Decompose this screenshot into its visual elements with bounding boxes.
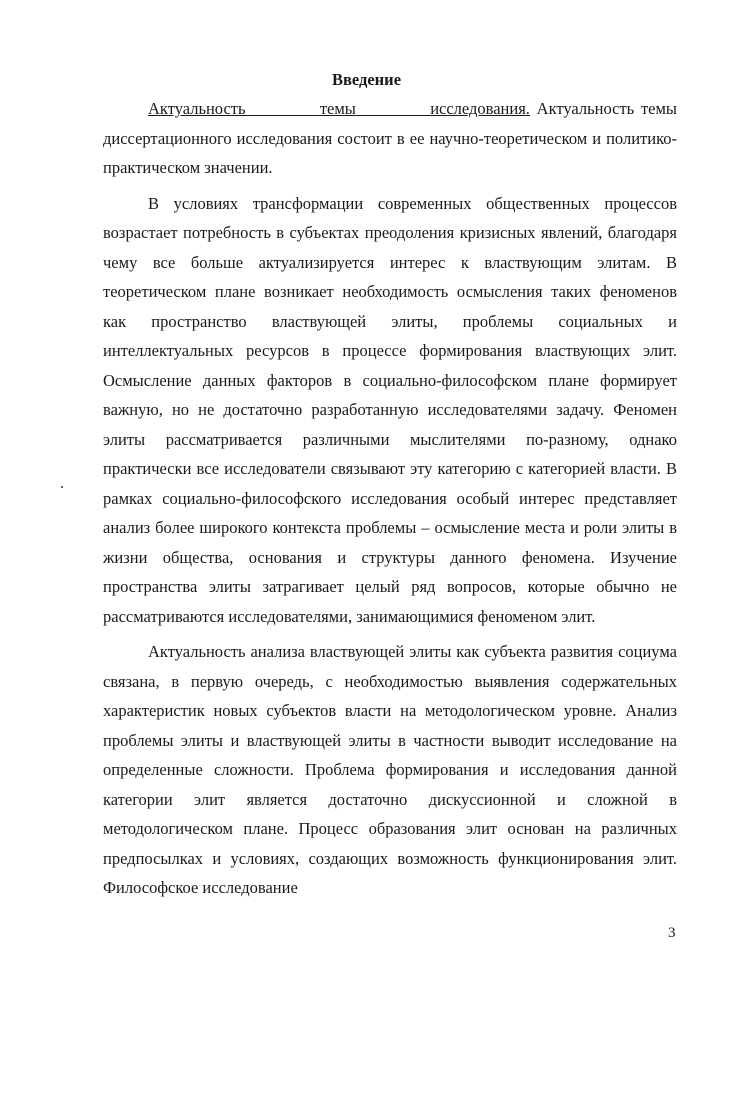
paragraph-text: Актуальность темы диссертационного исследования состоит в ее научно-теоретическом и политико-практическом значении.	[103, 99, 678, 177]
scan-speck	[61, 486, 63, 488]
underlined-gap	[356, 99, 430, 118]
paragraph-analysis: Актуальность анализа властвующей элиты как субъекта развития социума связана, в первую очередь, с необходимостью выявления содержательных характеристик новых субъектов власти на методологическом уровне. Анализ проблемы элиты и властвующей элиты в частности выводит исследование на определенные сложности. Проблема формирования и исследования данной категории элит является достаточно дискуссионной и сложной в методологическом плане. Процесс образования элит основан на различных предпосылках и условиях, создающих возможность функционирования элит. Философское исследование	[103, 642, 677, 897]
body-text	[103, 94, 677, 903]
underlined-lead-word-1: Актуальность	[148, 99, 246, 118]
page-number: 3	[668, 925, 676, 941]
underlined-lead-word-2: темы	[319, 99, 356, 118]
underlined-gap	[246, 99, 320, 118]
section-heading: Введение	[331, 70, 402, 89]
underlined-lead-word-3: исследования.	[430, 99, 530, 118]
paragraph-transformation: В условиях трансформации современных общественных процессов возрастает потребность в субъектах преодоления кризисных явлений, благодаря чему все больше актуализируется интерес к властвующим элитам. В теоретическом плане возникает необходимость осмысления таких феноменов как пространство властвующей элиты, проблемы социальных и интеллектуальных ресурсов в процессе формирования властвующих элит. Осмысление данных факторов в социально-философском плане формирует важную, но не достаточно разработанную исследователями задачу. Феномен элиты рассматривается различными мыслителями по-разному, однако практически все исследователи связывают эту категорию с категорией власти. В рамках социально-философского исследования особый интерес представляет анализ более широкого контекста проблемы – осмысление места и роли элиты в жизни общества, основания и структуры данного феномена. Изучение пространства элиты затрагивает целый ряд вопросов, которые обычно не рассматриваются исследователями, занимающимися феноменом элит.	[103, 193, 677, 626]
paragraph-relevance-intro	[103, 94, 677, 183]
